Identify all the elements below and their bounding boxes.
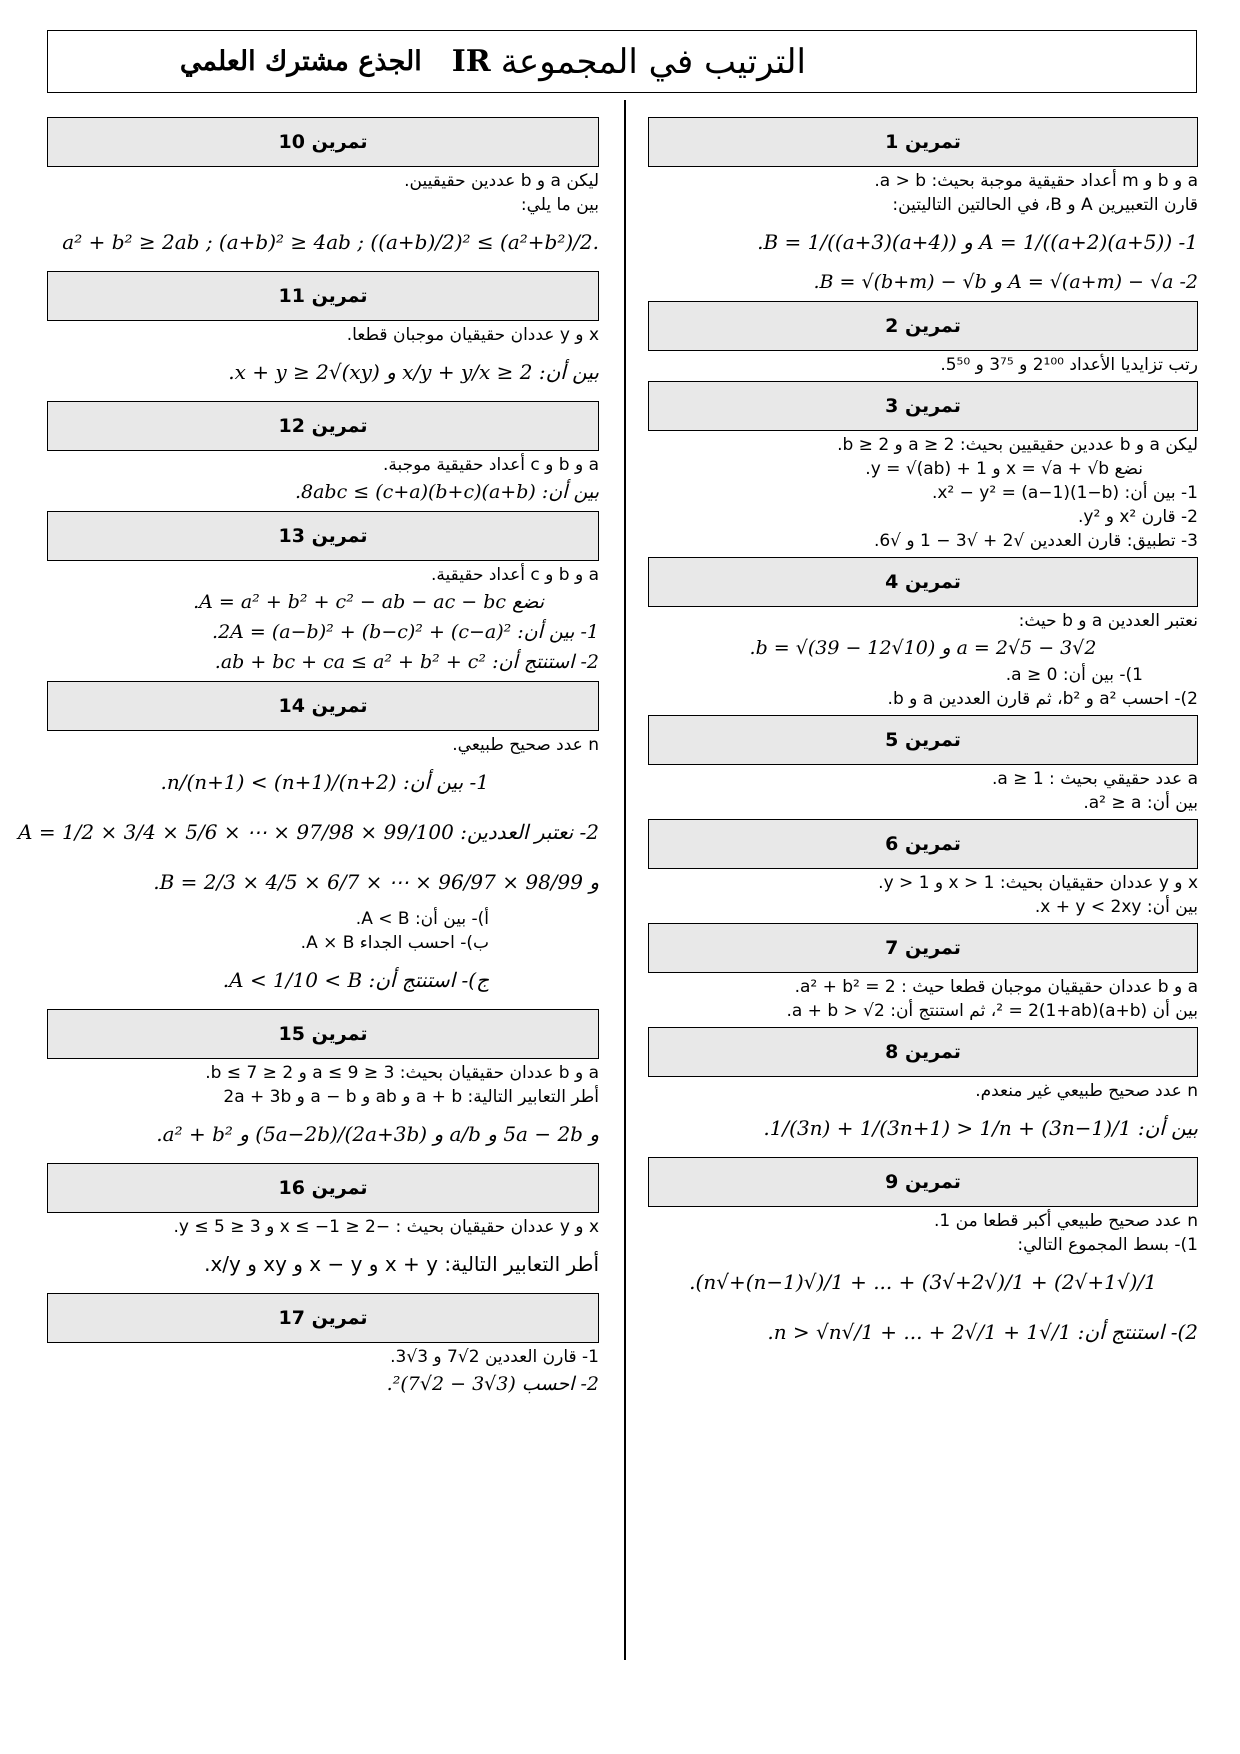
exercise [648, 1157, 1198, 1357]
exercise-heading: تمرين 11 [47, 271, 599, 321]
exercise-line: 2- استنتج أن: ab + bc + ca ≤ a² + b² + c². [214, 651, 599, 673]
exercise-line: a و b و m أعداد حقيقية موجبة بحيث: a > b. [874, 171, 1198, 191]
exercise-line: بين أن: 1/(3n−1) + 1/(3n) + 1/(3n+1) > 1/n. [763, 1116, 1198, 1140]
exercise-line: n عدد صحيح طبيعي أكبر قطعا من 1. [934, 1211, 1198, 1231]
exercise-line: أطر التعابير التالية: x + y و x − y و xy و x/y. [204, 1252, 599, 1276]
exercise-line: 1)- بين أن: a ≥ 0. [1005, 665, 1143, 685]
exercise [648, 1027, 1198, 1153]
exercise-line: 1)- بسط المجموع التالي: [1017, 1235, 1198, 1255]
exercise-line: x و y عددان حقيقيان بحيث : −2 ≤ x ≤ −1 و 3 ≤ y ≤ 5. [173, 1217, 599, 1237]
exercise-line: a = 2√5 − 3√2 و b = √(39 − 12√10). [749, 637, 1097, 659]
exercise-line: n عدد صحيح طبيعي. [452, 735, 599, 755]
exercise-line: 2- قارن x² و y². [1078, 507, 1198, 527]
exercise [47, 1163, 599, 1289]
exercise-line: 1- قارن العددين 2√7 و 3√3. [390, 1347, 599, 1367]
exercise-heading: تمرين 13 [47, 511, 599, 561]
exercise-line: ليكن a و b عددين حقيقيين. [404, 171, 599, 191]
exercise-line: 1- بين أن: x² − y² = (a−1)(1−b). [931, 483, 1198, 503]
exercise-line: ليكن a و b عددين حقيقيين بحيث: a ≥ 2 و b ≥ 2. [837, 435, 1198, 455]
exercise-line: a² + b² ≥ 2ab ; (a+b)² ≥ 4ab ; ((a+b)/2)² ≤ (a²+b²)/2. [62, 230, 599, 254]
exercise [47, 1009, 599, 1159]
exercise-line: 1- بين أن: n/(n+1) < (n+1)/(n+2). [160, 770, 489, 794]
exercise-line: و 5a − 2b و a/b و (2a+3b)/(5a−2b) و a² + b². [156, 1122, 599, 1146]
exercise [47, 1293, 599, 1399]
exercise-line: 2- A = √(a+m) − √a و B = √(b+m) − √b. [813, 271, 1198, 293]
exercise-line: 2)- استنتج أن: 1/√1 + 1/√2 + ... + 1/√n > √n. [767, 1320, 1198, 1344]
exercise-line: نعتبر العددين a و b حيث: [1018, 611, 1198, 631]
exercise-line: أطر التعابير التالية: a + b و ab و a − b و 2a + 3b [223, 1087, 599, 1107]
exercise-line: 3- تطبيق: قارن العددين √2 + √3 − 1 و √6. [873, 531, 1198, 551]
exercise-line: بين أن: a² ≥ a. [1083, 793, 1198, 813]
exercise-line: x و y عددان حقيقيان موجبان قطعا. [346, 325, 599, 345]
exercise [648, 381, 1198, 553]
exercise [648, 301, 1198, 377]
exercise-line: بين أن: x/y + y/x ≥ 2 و x + y ≥ 2√(xy). [228, 360, 599, 384]
exercise [47, 511, 599, 677]
exercise [47, 117, 599, 267]
exercise-heading: تمرين 9 [648, 1157, 1198, 1207]
exercise-line: n عدد صحيح طبيعي غير منعدم. [975, 1081, 1198, 1101]
exercise [648, 819, 1198, 919]
set-symbol: IR [451, 44, 491, 79]
exercise [648, 557, 1198, 711]
exercise-line: بين أن: x + y < 2xy. [1034, 897, 1198, 917]
exercise-heading: تمرين 6 [648, 819, 1198, 869]
exercise-line: نضع x = √a + √b و y = √(ab) + 1. [865, 459, 1143, 479]
exercise-heading: تمرين 17 [47, 1293, 599, 1343]
exercise-line: بين أن (a+b)² = 2(1+ab)، ثم استنتج أن: a + b > √2. [786, 1001, 1198, 1021]
exercise-line: a عدد حقيقي بحيث : a ≥ 1. [991, 769, 1198, 789]
exercise-heading: تمرين 15 [47, 1009, 599, 1059]
exercise-line: a و b عددان حقيقيان موجبان قطعا حيث : a² + b² = 2. [794, 977, 1198, 997]
exercise [47, 271, 599, 397]
exercise-line: رتب تزايديا الأعداد 2¹⁰⁰ و 3⁷⁵ و 5⁵⁰. [940, 355, 1198, 375]
exercise-heading: تمرين 3 [648, 381, 1198, 431]
page-title: الترتيب في المجموعة [500, 41, 806, 82]
exercise-line: 2- احسب (3√3 − 2√7)². [386, 1373, 599, 1395]
exercise-line: 1- بين أن: 2A = (a−b)² + (b−c)² + (c−a)². [212, 621, 599, 643]
exercise-line: a و b عددان حقيقيان بحيث: 3 ≤ a ≤ 9 و 2 ≤ b ≤ 7. [205, 1063, 599, 1083]
exercise [18, 681, 599, 1005]
exercise-heading: تمرين 4 [648, 557, 1198, 607]
exercise-heading: تمرين 7 [648, 923, 1198, 973]
exercise-line: 1/(√1+√2) + 1/(√2+√3) + ... + 1/(√(n−1)+√n). [689, 1270, 1157, 1294]
exercise-line: 2- نعتبر العددين: A = 1/2 × 3/4 × 5/6 × ⋯ × 97/98 × 99/100 [18, 820, 599, 844]
exercise-line: نضع A = a² + b² + c² − ab − ac − bc. [193, 591, 544, 613]
exercise-line: 2)- احسب a² و b²، ثم قارن العددين a و b. [887, 689, 1198, 709]
exercise-heading: تمرين 8 [648, 1027, 1198, 1077]
exercise-line: أ)- بين أن: A < B. [355, 909, 489, 929]
level-label: الجذع مشترك العلمي [179, 46, 422, 77]
page-header [47, 30, 1197, 93]
exercise [648, 117, 1198, 297]
exercise-heading: تمرين 12 [47, 401, 599, 451]
exercise-line: ب)- احسب الجداء A × B. [300, 933, 489, 953]
exercise-line: 1- A = 1/((a+2)(a+5)) و B = 1/((a+3)(a+4)). [757, 230, 1198, 254]
exercise-line: و B = 2/3 × 4/5 × 6/7 × ⋯ × 96/97 × 98/99. [153, 870, 599, 894]
exercise [47, 401, 599, 507]
exercise-line: x و y عددان حقيقيان بحيث: x > 1 و y > 1. [878, 873, 1198, 893]
exercise-line: a و b و c أعداد حقيقية. [430, 565, 599, 585]
exercise-heading: تمرين 1 [648, 117, 1198, 167]
exercise-heading: تمرين 16 [47, 1163, 599, 1213]
exercise-heading: تمرين 2 [648, 301, 1198, 351]
exercise [648, 923, 1198, 1023]
exercise-line: قارن التعبيرين A و B، في الحالتين التاليتين: [892, 195, 1198, 215]
exercise-heading: تمرين 10 [47, 117, 599, 167]
exercise-line: ج)- استنتج أن: A < 1/10 < B. [222, 968, 489, 992]
left-column [18, 117, 599, 1403]
exercise-line: بين أن: (a+b)(b+c)(c+a) ≥ 8abc. [294, 481, 599, 503]
exercise [648, 715, 1198, 815]
exercise-line: a و b و c أعداد حقيقية موجبة. [382, 455, 599, 475]
exercise-heading: تمرين 5 [648, 715, 1198, 765]
exercise-line: بين ما يلي: [520, 195, 599, 215]
column-divider [624, 100, 626, 1660]
right-column [648, 117, 1198, 1361]
exercise-heading: تمرين 14 [47, 681, 599, 731]
